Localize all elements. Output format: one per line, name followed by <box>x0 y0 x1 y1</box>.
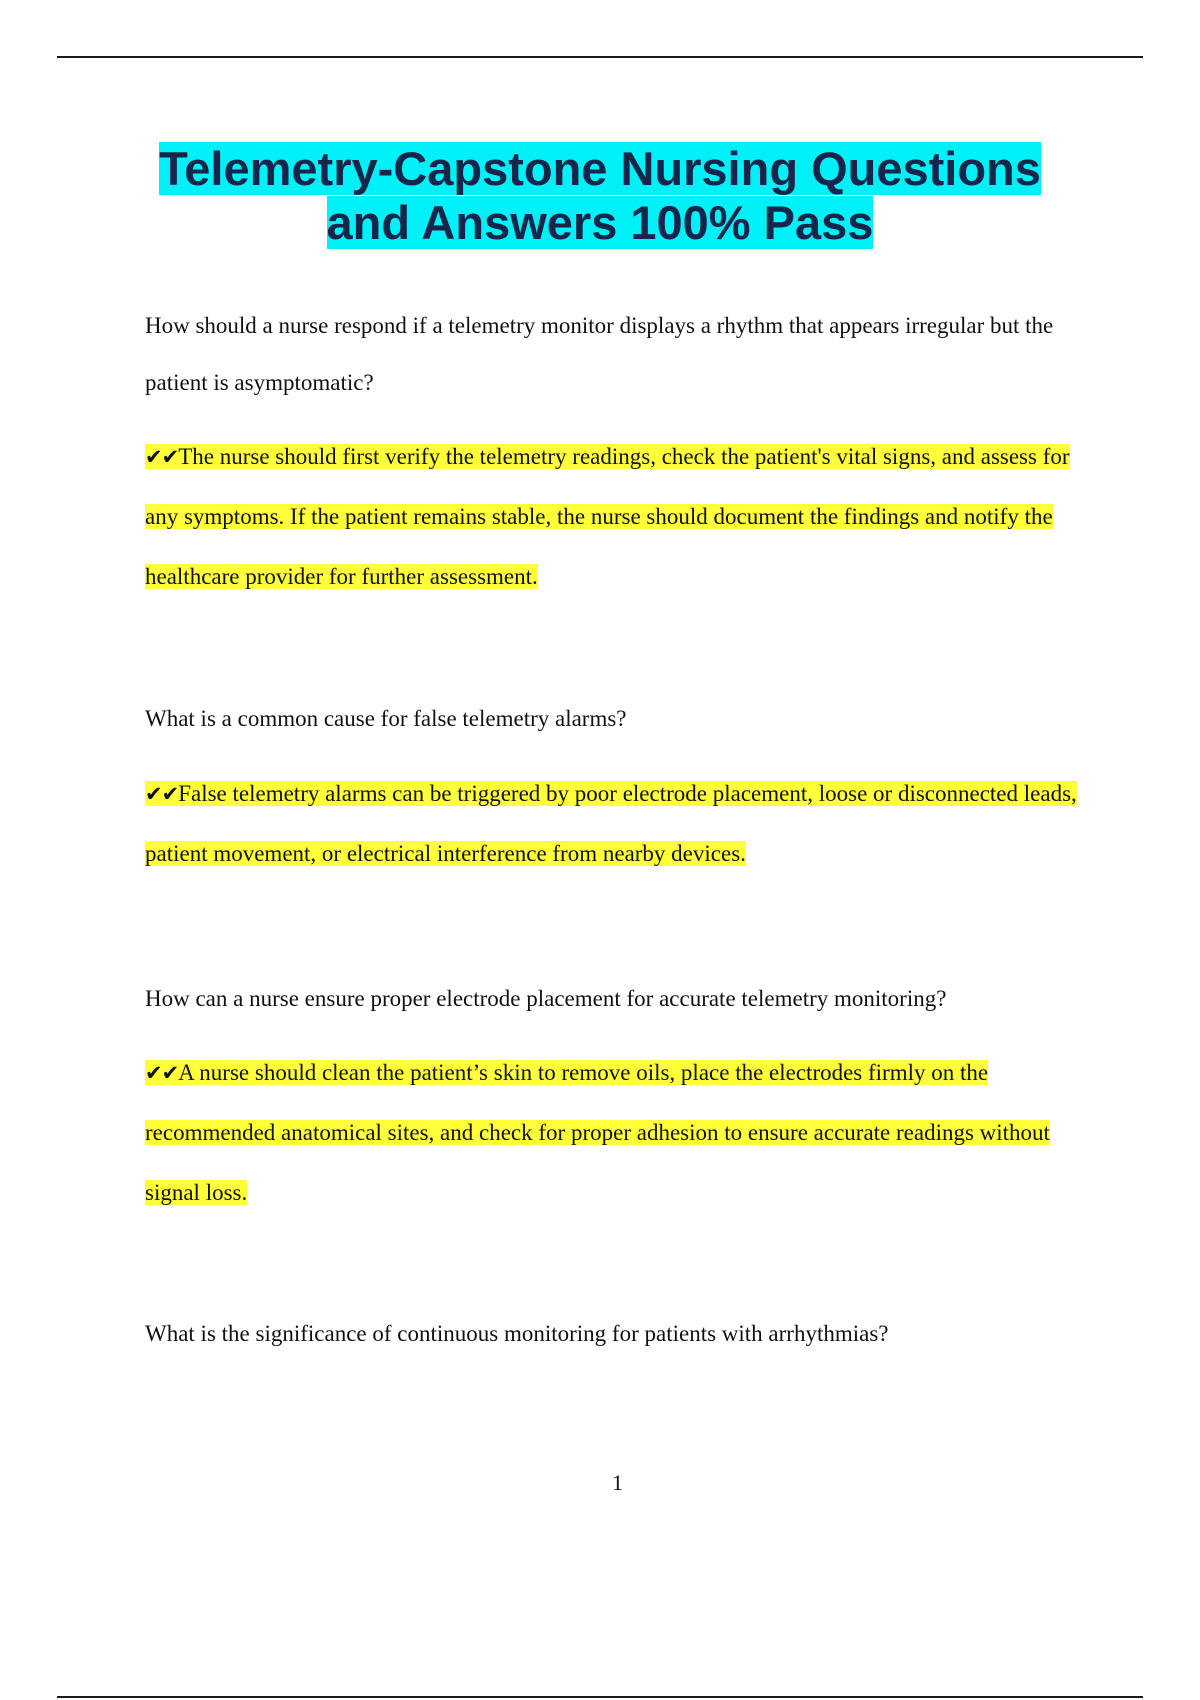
title-line-1: Telemetry-Capstone Nursing Questions <box>159 142 1041 195</box>
title-line-2: and Answers 100% Pass <box>326 196 874 249</box>
question-4: What is the significance of continuous monitoring for patients with arrhythmias? <box>145 1321 889 1346</box>
document-title <box>100 142 1100 250</box>
question-1: How should a nurse respond if a telemetry monitor displays a rhythm that appears irregular but the patient is asymptomatic? <box>145 313 1054 395</box>
answer-3-text: A nurse should clean the patient’s skin to remove oils, place the electrodes firmly on the recommended anatomical sites, and check for proper adhesion to ensure accurate readings without signal loss. <box>145 1060 1050 1205</box>
answer-3-highlight <box>145 1060 1050 1205</box>
question-3: How can a nurse ensure proper electrode placement for accurate telemetry monitoring? <box>145 986 947 1011</box>
answer-2-text: False telemetry alarms can be triggered by poor electrode placement, loose or disconnected leads, patient movement, or electrical interference from nearby devices. <box>145 781 1077 866</box>
answer-2 <box>145 764 1095 884</box>
answer-1 <box>145 427 1095 607</box>
answer-3 <box>145 1043 1095 1223</box>
checkmark-icon: ✔✔ <box>145 445 179 469</box>
answer-2-highlight <box>145 781 1077 866</box>
answer-1-text: The nurse should first verify the telemetry readings, check the patient's vital signs, and assess for any symptoms. If the patient remains stable, the nurse should document the findings and notify the healthcare provider for further assessment. <box>145 444 1070 589</box>
checkmark-icon: ✔✔ <box>145 782 179 806</box>
question-2: What is a common cause for false telemetry alarms? <box>145 706 627 731</box>
page-number: 1 <box>612 1470 623 1495</box>
header-rule <box>57 56 1143 58</box>
answer-1-highlight <box>145 444 1070 589</box>
checkmark-icon: ✔✔ <box>145 1061 179 1085</box>
footer-rule <box>57 1696 1143 1698</box>
